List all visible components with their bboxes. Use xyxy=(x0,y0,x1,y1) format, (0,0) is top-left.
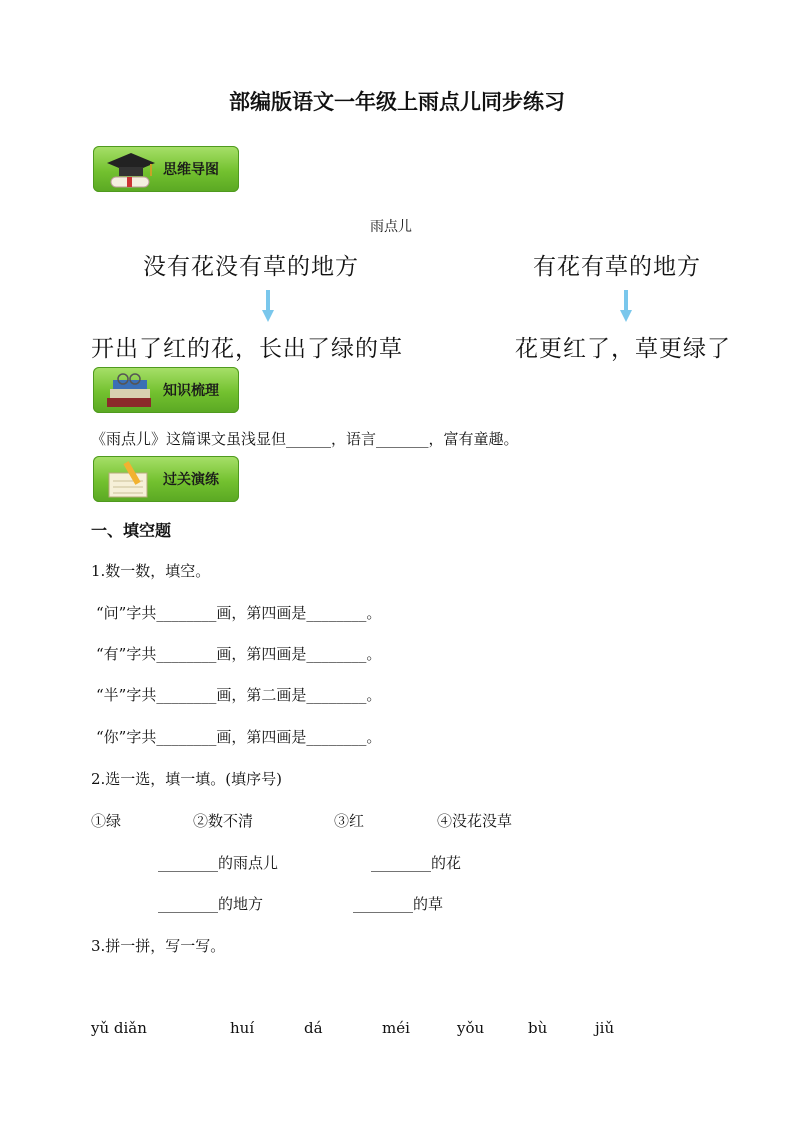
mind-map-banner-label: 思维导图 xyxy=(163,162,219,178)
fill-blank-item: ________的花 xyxy=(371,854,462,872)
fill-blank-item: ________的地方 xyxy=(158,895,264,913)
books-icon xyxy=(101,370,161,412)
question-1-line: “你”字共________画，第四画是________。 xyxy=(96,728,382,746)
question-2-title: 2.选一选，填一填。(填序号) xyxy=(91,770,283,788)
pinyin-item: yǔ diǎn xyxy=(91,1019,147,1037)
page-title: 部编版语文一年级上雨点儿同步练习 xyxy=(229,90,565,114)
mind-map-center: 雨点儿 xyxy=(370,219,412,235)
option-3: ③红 xyxy=(334,812,365,830)
question-1-line: “有”字共________画，第四画是________。 xyxy=(96,645,382,663)
section-title: 一、填空题 xyxy=(91,521,172,540)
arrow-down-icon xyxy=(620,290,632,322)
practice-banner-label: 过关演练 xyxy=(163,472,219,488)
notebook-pencil-icon xyxy=(101,459,161,501)
pinyin-item: yǒu xyxy=(457,1019,485,1037)
option-2: ②数不清 xyxy=(193,812,254,830)
knowledge-banner xyxy=(93,367,239,413)
mind-map-right-bottom: 花更红了，草更绿了 xyxy=(515,336,731,362)
mind-map-left-top: 没有花没有草的地方 xyxy=(143,254,359,280)
arrow-down-icon xyxy=(262,290,274,322)
question-1-line: “问”字共________画，第四画是________。 xyxy=(96,604,382,622)
pinyin-item: méi xyxy=(382,1019,410,1037)
question-1-line: “半”字共________画，第二画是________。 xyxy=(96,686,382,704)
option-4: ④没花没草 xyxy=(437,812,513,830)
mind-map-left-bottom: 开出了红的花，长出了绿的草 xyxy=(91,336,403,362)
graduation-cap-icon xyxy=(101,149,161,191)
question-3-title: 3.拼一拼，写一写。 xyxy=(91,937,226,955)
pinyin-item: huí xyxy=(230,1019,255,1037)
question-1-title: 1.数一数，填空。 xyxy=(91,562,211,580)
pinyin-item: dá xyxy=(304,1019,323,1037)
practice-banner xyxy=(93,456,239,502)
fill-blank-item: ________的草 xyxy=(353,895,444,913)
option-1: ①绿 xyxy=(91,812,122,830)
mind-map-right-top: 有花有草的地方 xyxy=(533,254,701,280)
pinyin-item: bù xyxy=(528,1019,548,1037)
fill-blank-item: ________的雨点儿 xyxy=(158,854,279,872)
mind-map-banner xyxy=(93,146,239,192)
knowledge-banner-label: 知识梳理 xyxy=(163,383,219,399)
pinyin-item: jiǔ xyxy=(595,1019,615,1037)
knowledge-text: 《雨点儿》这篇课文虽浅显但______，语言_______，富有童趣。 xyxy=(91,430,519,448)
